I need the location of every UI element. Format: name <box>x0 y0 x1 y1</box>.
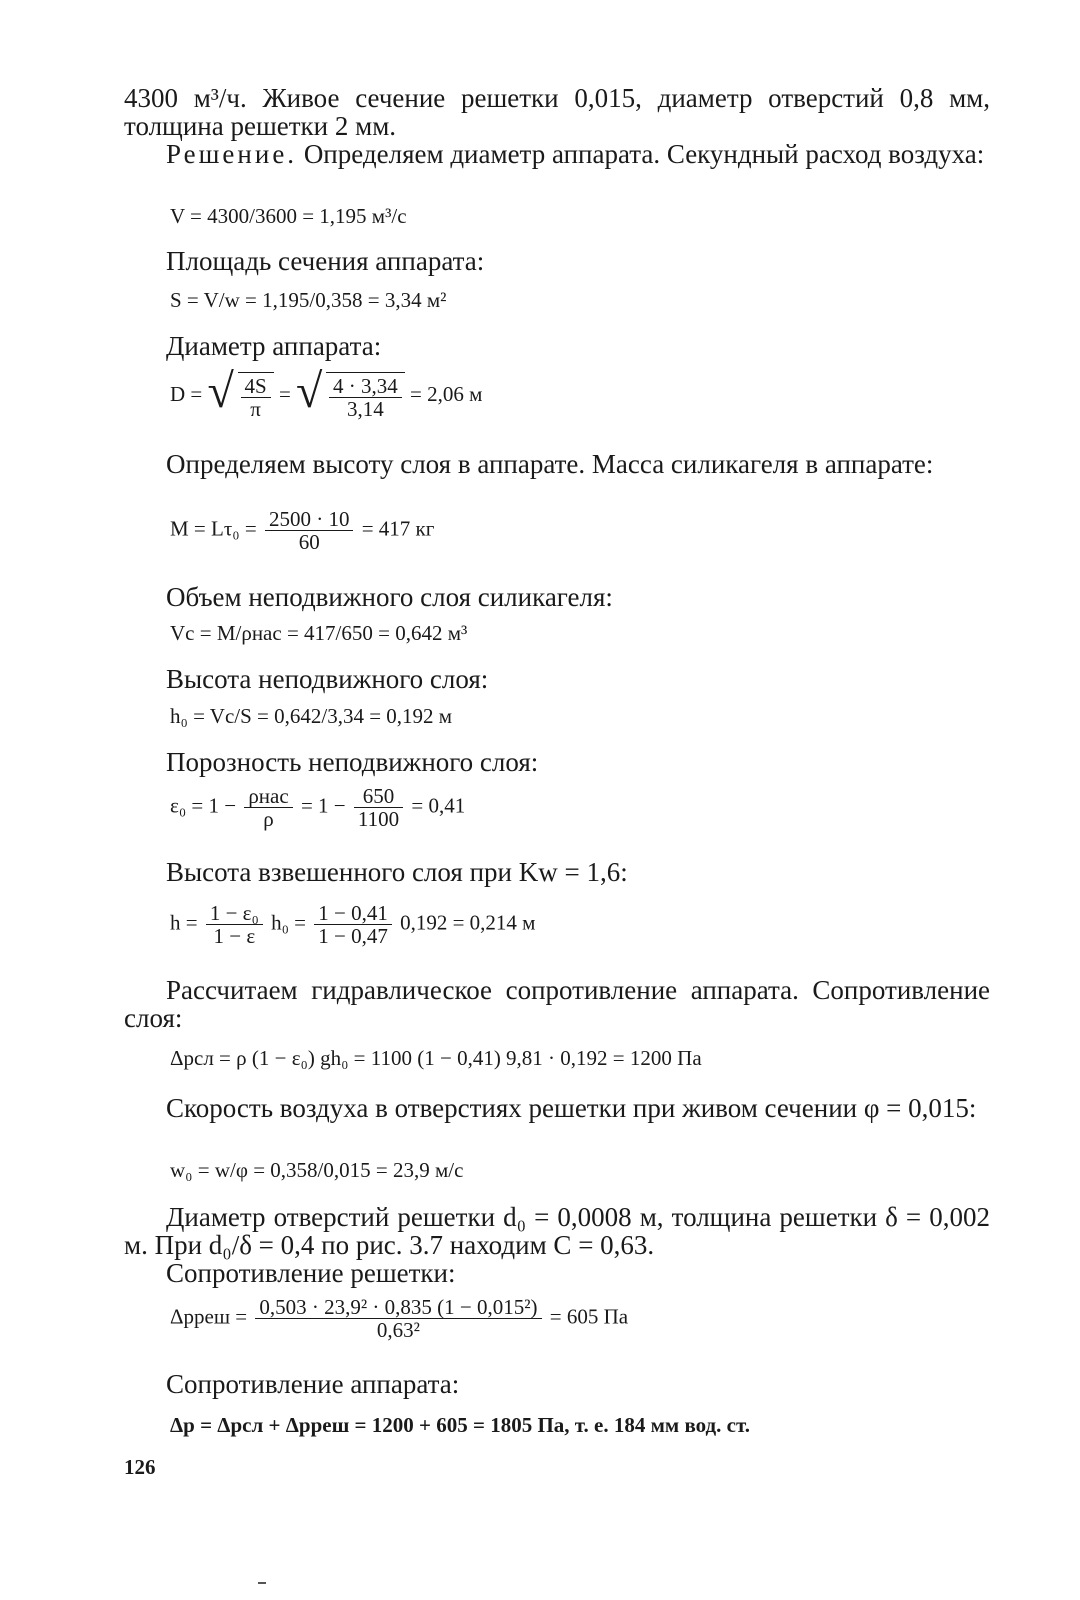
paragraph-apparatus-resistance: Сопротивление аппарата: <box>166 1369 460 1399</box>
fraction <box>206 902 263 947</box>
equation-air-speed: w₀ = w/φ = 0,358/0,015 = 23,9 м/с <box>170 1158 464 1182</box>
frac-num: 4 · 3,34 <box>329 375 402 398</box>
paragraph-holes: Диаметр отверстий решетки d₀ = 0,0008 м, толщина решетки δ = 0,002 м. При d₀/δ = 0,4 по рис. 3.7 находим C = 0,63. <box>124 1202 990 1260</box>
page-number: 126 <box>124 1455 156 1479</box>
eq-r-rhs: = 605 Па <box>549 1304 629 1329</box>
equation-layer-resistance: Δpсл = ρ (1 − ε₀) gh₀ = 1100 (1 − 0,41) 9,81 · 0,192 = 1200 Па <box>170 1046 702 1070</box>
eq-e-rhs: = 0,41 <box>411 793 466 818</box>
frac-num: 4S <box>241 375 271 398</box>
eq-d-rhs: = 2,06 м <box>410 381 483 406</box>
fraction <box>255 1296 541 1341</box>
equation-area: S = V/w = 1,195/0,358 = 3,34 м² <box>170 288 447 312</box>
paragraph-volume: Объем неподвижного слоя силикагеля: <box>166 582 613 612</box>
eq-m-rhs: = 417 кг <box>361 516 435 541</box>
paragraph-hydraulic: Рассчитаем гидравлическое сопротивление аппарата. Сопротивление слоя: <box>124 975 990 1033</box>
eq-h-mid: h₀ = <box>271 910 306 935</box>
frac-den: 1 − ε <box>213 924 256 948</box>
frac-num: ρнас <box>244 785 292 808</box>
paragraph-porosity: Порозность неподвижного слоя: <box>166 747 539 777</box>
equation-grid-resistance <box>170 1296 628 1341</box>
frac-num: 0,503 · 23,9² · 0,835 (1 − 0,015²) <box>255 1296 541 1319</box>
frac-den: 3,14 <box>347 397 384 421</box>
paragraph-solution <box>124 140 990 168</box>
eq-e-lhs: ε₀ = 1 − <box>170 793 237 818</box>
paragraph-grid-resistance: Сопротивление решетки: <box>166 1258 456 1288</box>
eq-h-rhs: 0,192 = 0,214 м <box>400 910 536 935</box>
eq-h-lhs: h = <box>170 910 198 935</box>
equation-height: h₀ = Vс/S = 0,642/3,34 = 0,192 м <box>170 704 453 728</box>
solution-text: Определяем диаметр аппарата. Секундный расход воздуха: <box>297 139 985 169</box>
sqrt-2: √ $\frac{4 \cdot 3,34}{3,14}$ <box>296 372 405 420</box>
frac-den: 1100 <box>357 807 400 831</box>
equation-diameter <box>170 365 483 421</box>
equation-volume-rate: V = 4300/3600 = 1,195 м³/с <box>170 204 407 228</box>
frac-num: 2500 · 10 <box>265 508 354 531</box>
eq-r-lhs: Δpреш = <box>170 1304 248 1329</box>
equation-mass <box>170 508 434 553</box>
fraction <box>354 785 403 830</box>
solution-label: Решение. <box>166 139 298 169</box>
frac-den: π <box>250 397 261 421</box>
fraction <box>265 508 354 553</box>
frac-num: 1 − 0,41 <box>314 902 392 925</box>
frac-den: 0,63² <box>376 1318 420 1342</box>
frac-num: 650 <box>354 785 403 808</box>
eq-e-mid: = 1 − <box>300 793 346 818</box>
sqrt-1: √ $\frac{4S}{\pi}$ <box>208 372 274 420</box>
frac-num: 1 − ε₀ <box>206 902 263 925</box>
fraction <box>314 902 392 947</box>
frac-den: 60 <box>298 530 320 554</box>
eq-d-equals: = <box>278 381 291 406</box>
paragraph-diameter: Диаметр аппарата: <box>166 331 382 361</box>
paragraph-height: Высота неподвижного слоя: <box>166 664 489 694</box>
fraction <box>244 785 292 830</box>
equation-porosity <box>170 785 465 830</box>
frac-den: ρ <box>263 807 274 831</box>
equation-volume: Vс = M/ρнас = 417/650 = 0,642 м³ <box>170 621 468 645</box>
eq-m-lhs: M = Lτ₀ = <box>170 516 257 541</box>
paragraph-intro: 4300 м³/ч. Живое сечение решетки 0,015, диаметр отверстий 0,8 мм, толщина решетки 2 мм. <box>124 83 990 141</box>
paragraph-mass: Определяем высоту слоя в аппарате. Масса силикагеля в аппарате: <box>166 449 934 479</box>
eq-d-lhs: D = <box>170 381 203 406</box>
scan-mark <box>258 1582 266 1584</box>
paragraph-fluidized: Высота взвешенного слоя при Kw = 1,6: <box>166 857 628 887</box>
equation-fluidized-height <box>170 902 535 947</box>
paragraph-air-speed: Скорость воздуха в отверстиях решетки при живом сечении φ = 0,015: <box>166 1093 977 1123</box>
equation-total-resistance: Δp = Δpсл + Δpреш = 1200 + 605 = 1805 Па, т. е. 184 мм вод. ст. <box>170 1413 750 1437</box>
paragraph-area: Площадь сечения аппарата: <box>166 246 485 276</box>
frac-den: 1 − 0,47 <box>318 924 388 948</box>
